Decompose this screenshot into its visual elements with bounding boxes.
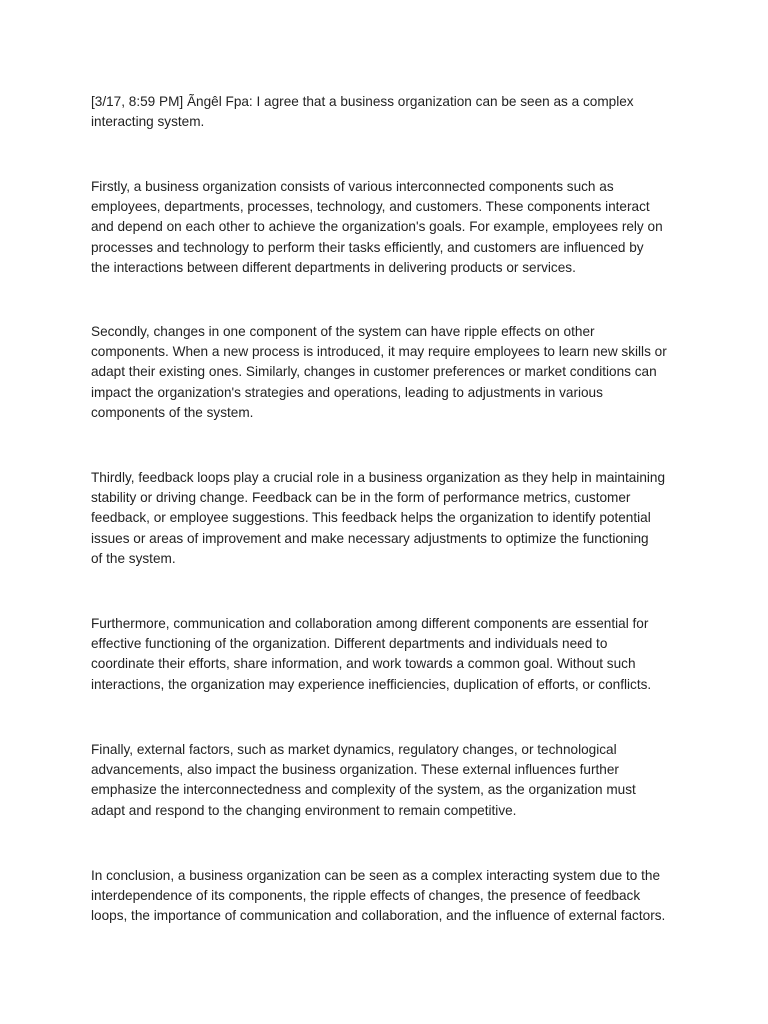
paragraph-finally: Finally, external factors, such as market dynamics, regulatory changes, or technological advancements, also impact the business organization. These external influences further emphasize the interconnectedness and complexity of the system, as the organization must adapt and respond to the changing environment to remain competitive. xyxy=(91,742,636,818)
paragraph-secondly: Secondly, changes in one component of the system can have ripple effects on other components. When a new process is introduced, it may require employees to learn new skills or adapt their existing ones. Similarly, changes in customer preferences or market conditions can impact the organization's strategies and operations, leading to adjustments in various components of the system. xyxy=(91,324,667,420)
paragraph-thirdly: Thirdly, feedback loops play a crucial role in a business organization as they help in maintaining stability or driving change. Feedback can be in the form of performance metrics, customer feedback, or employee suggestions. This feedback helps the organization to identify potential issues or areas of improvement and make necessary adjustments to optimize the functioning of the system. xyxy=(91,470,666,566)
paragraph-conclusion: In conclusion, a business organization can be seen as a complex interacting system due to the interdependence of its components, the ripple effects of changes, the presence of feedback loops, the importance of communication and collaboration, and the influence of external factors. xyxy=(91,868,666,924)
message-header-paragraph: [3/17, 8:59 PM] Ãngêl Fpa: I agree that a business organization can be seen as a complex interacting system. xyxy=(91,94,634,130)
paragraph-firstly: Firstly, a business organization consists of various interconnected components such as employees, departments, processes, technology, and customers. These components interact and depend on each other to achieve the organization's goals. For example, employees rely on processes and technology to perform their tasks efficiently, and customers are influenced by the interactions between different departments in delivering products or services. xyxy=(91,179,663,275)
paragraph-furthermore: Furthermore, communication and collaboration among different components are essential for effective functioning of the organization. Different departments and individuals need to coordinate their efforts, share information, and work towards a common goal. Without such interactions, the organization may experience inefficiencies, duplication of efforts, or conflicts. xyxy=(91,616,652,692)
